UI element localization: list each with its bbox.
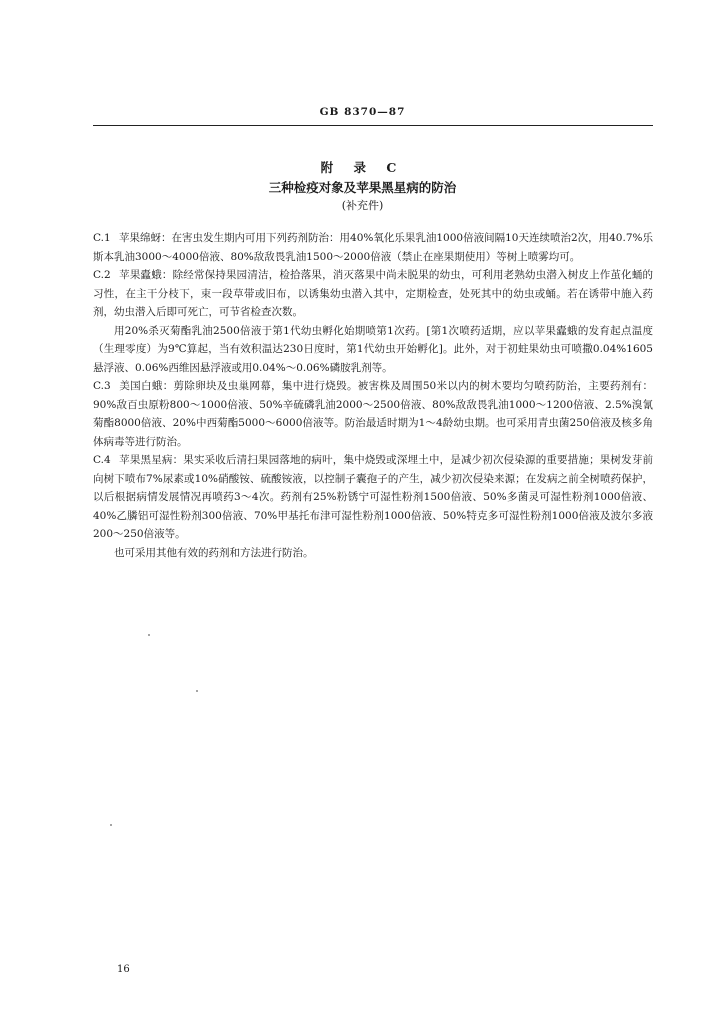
clause-text: 苹果黑星病：果实采收后清扫果园落地的病叶，集中烧毁或深埋土中，是减少初次侵染源的重要措施；果树发芽前向树下喷布7%尿素或10%硝酸铵、硫酸铵液，以控制子囊孢子的产生，减少初次侵染来源；在发病之前全树喷药保护，以后根据病情发展情况再喷药3～4次。药剂有25%粉锈宁可湿性粉剂1500倍液、50%多菌灵可湿性粉剂1000倍液、40%乙膦铝可湿性粉剂300倍液、70%甲基托布津可湿性粉剂1000倍液、50%特克多可湿性粉剂1000倍液及波尔多液200～250倍液等。	[93, 454, 653, 540]
annex-title: 附 录 C	[320, 160, 405, 175]
standard-number: GB 8370—87	[319, 106, 406, 118]
clause-c4	[93, 451, 653, 544]
scan-speck	[196, 690, 198, 692]
page-number: 16	[117, 964, 130, 975]
clause-c1	[93, 229, 653, 266]
closing-paragraph	[93, 544, 653, 563]
scan-speck	[110, 824, 112, 826]
scan-speck	[148, 634, 150, 636]
clause-number: C.1	[93, 232, 111, 244]
annex-subtitle: 三种检疫对象及苹果黑星病的防治	[268, 180, 457, 195]
clause-c2-continued	[93, 322, 653, 378]
clause-text: 用20%杀灭菊酯乳油2500倍液于第1代幼虫孵化始期喷第1次药。[第1次喷药适期，应以苹果蠹蛾的发育起点温度（生理零度）为9℃算起，当有效积温达230日度时，第1代幼虫开始孵化]。此外，对于初蛀果幼虫可喷撒0.04%1605悬浮液、0.06%西维因悬浮液或用0.04%～0.06%磷胺乳剂等。	[93, 324, 653, 374]
clause-c3	[93, 377, 653, 451]
clause-text: 苹果绵蚜：在害虫发生期内可用下列药剂防治：用40%氧化乐果乳油1000倍液间隔10天连续喷治2次，用40.7%乐斯本乳油3000～4000倍液、80%敌敌畏乳油1500～2000倍液（禁止在座果期使用）等树上喷雾均可。	[93, 232, 653, 263]
clause-number: C.4	[93, 454, 111, 466]
clause-number: C.2	[93, 269, 111, 281]
clause-number: C.3	[93, 380, 111, 392]
clause-text: 苹果蠹蛾：除经常保持果园清洁，检拾落果，消灭落果中尚未脱果的幼虫，可利用老熟幼虫潜入树皮上作茧化蛹的习性，在主干分枝下，束一段草带或旧布，以诱集幼虫潜入其中，定期检查，处死其中的幼虫或蛹。若在诱带中施入药剂，幼虫潜入后即可死亡，可节省检查次数。	[93, 269, 653, 318]
clause-c2	[93, 266, 653, 322]
clause-text: 美国白蛾：剪除卵块及虫巢网幕，集中进行烧毁。被害株及周围50米以内的树木要均匀喷药防治，主要药剂有：90%敌百虫原粉800～1000倍液、50%辛硫磷乳油2000～2500倍液、80%敌敌畏乳油1000～1200倍液、2.5%溴氰菊酯8000倍液、20%中西菊酯5000～6000倍液等。防治最适时期为1～4龄幼虫期。也可采用青虫菌250倍液及核多角体病毒等进行防治。	[93, 380, 653, 448]
annex-note: (补充件)	[341, 199, 384, 212]
header-rule	[93, 125, 653, 126]
body-text	[93, 229, 653, 562]
clause-text: 也可采用其他有效的药剂和方法进行防治。	[114, 546, 314, 559]
